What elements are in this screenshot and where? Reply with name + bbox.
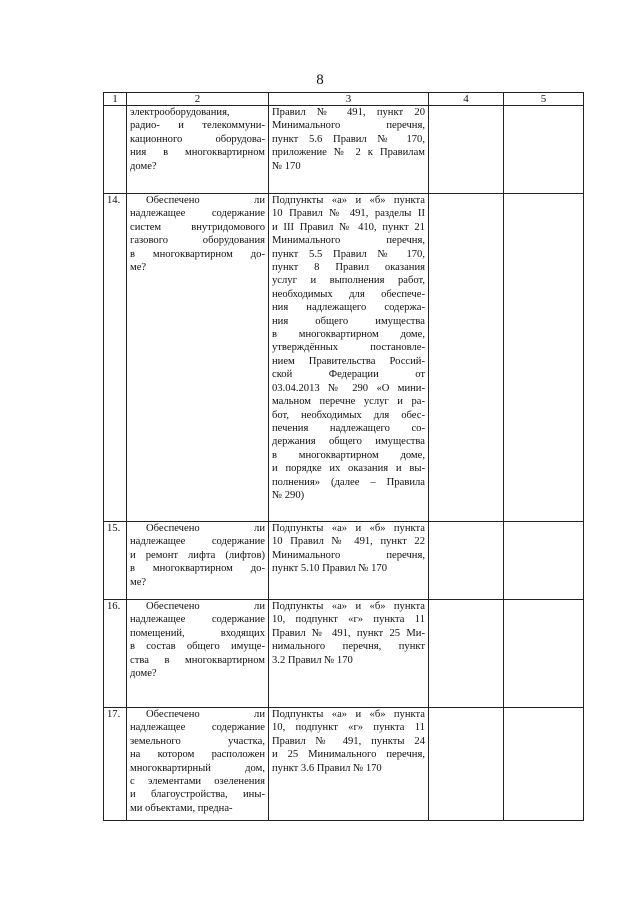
- legal-reference-cell-line: ской Федерации от: [272, 369, 425, 381]
- legal-reference-cell-line: услуг и выполнения работ,: [272, 275, 425, 287]
- legal-reference-cell-line: и порядке их оказания и вы-: [272, 463, 425, 475]
- table-row: [104, 600, 584, 708]
- note-cell: [504, 106, 584, 194]
- legal-reference-cell-line: держания общего имущества: [272, 436, 425, 448]
- legal-reference-cell-line: бот, необходимых для обес-: [272, 409, 425, 421]
- row-number: [104, 106, 127, 194]
- legal-reference-cell-line: печения надлежащего со-: [272, 422, 425, 434]
- question-cell-line: Обеспечено ли: [146, 195, 265, 206]
- legal-reference-cell-line: Минимального перечня,: [272, 120, 425, 132]
- question-cell-line: в многоквартирном до-: [130, 563, 265, 575]
- legal-reference-cell-line: пункт 8 Правил оказания: [272, 262, 425, 274]
- note-cell: [504, 522, 584, 600]
- legal-reference-cell-line: утверждённых постановле-: [272, 342, 425, 354]
- legal-reference-cell-line: № 290): [272, 489, 305, 501]
- question-cell-line: систем внутридомового: [130, 221, 265, 233]
- question-cell: [127, 600, 269, 708]
- question-cell-line: Обеспечено ли: [146, 601, 265, 612]
- legal-reference-cell-line: ния общего имущества: [272, 315, 425, 327]
- legal-reference-cell: [269, 708, 429, 821]
- note-cell: [504, 600, 584, 708]
- legal-reference-cell: [269, 600, 429, 708]
- question-cell-line: ния в многоквартирном: [130, 147, 265, 159]
- question-cell: [127, 708, 269, 821]
- question-cell-line: надлежащее содержание: [130, 536, 265, 548]
- row-number: 17.: [104, 708, 127, 821]
- row-number: 14.: [104, 194, 127, 522]
- legal-reference-cell-line: Подпункты «а» и «б» пункта: [272, 195, 425, 206]
- legal-reference-cell-line: необходимых для обеспече-: [272, 288, 425, 300]
- question-cell-line: газового оборудования: [130, 235, 265, 247]
- question-cell-line: кационного оборудова-: [130, 133, 265, 145]
- row-number: 15.: [104, 522, 127, 600]
- question-cell-line: земельного участка,: [130, 735, 265, 747]
- question-cell-line: Обеспечено ли: [146, 709, 265, 720]
- question-cell-line: ме?: [130, 262, 147, 274]
- question-cell-line: надлежащее содержание: [130, 722, 265, 734]
- legal-reference-cell-line: Подпункты «а» и «б» пункта: [272, 601, 425, 612]
- question-cell-line: многоквартирный дом,: [130, 762, 265, 774]
- legal-reference-cell-line: 10, подпункт «г» пункта 11: [272, 614, 425, 626]
- question-cell-line: ме?: [130, 576, 147, 588]
- table-header-row: [104, 93, 584, 106]
- legal-reference-cell-line: полнения» (далее – Правила: [272, 476, 425, 488]
- legal-reference-cell-line: нимального перечня, пункт: [272, 641, 425, 653]
- question-cell-line: ства в многоквартирном: [130, 654, 265, 666]
- legal-reference-cell-line: и III Правил № 410, пункт 21: [272, 221, 425, 233]
- question-cell-line: в состав общего имуще-: [130, 641, 265, 653]
- note-cell: [504, 194, 584, 522]
- legal-reference-cell: [269, 194, 429, 522]
- answer-cell: [429, 106, 504, 194]
- legal-reference-cell-line: в многоквартирном доме,: [272, 329, 425, 341]
- legal-reference-cell-line: приложение № 2 к Правилам: [272, 147, 425, 159]
- question-cell-line: надлежащее содержание: [130, 614, 265, 626]
- table-row: [104, 522, 584, 600]
- table-row: [104, 708, 584, 821]
- table-row: [104, 106, 584, 194]
- legal-reference-cell-line: Подпункты «а» и «б» пункта: [272, 709, 425, 720]
- question-cell-line: радио- и телекоммуни-: [130, 120, 265, 132]
- question-cell-line: электрооборудования,: [130, 107, 230, 118]
- question-cell-line: Обеспечено ли: [146, 523, 265, 534]
- legal-reference-cell-line: Правил № 491, пункт 25 Ми-: [272, 627, 425, 639]
- question-cell: [127, 522, 269, 600]
- legal-reference-cell-line: пункт 3.6 Правил № 170: [272, 762, 382, 774]
- question-cell-line: ми объектами, предна-: [130, 802, 233, 814]
- legal-reference-cell-line: 3.2 Правил № 170: [272, 654, 353, 666]
- question-cell-line: и ремонт лифта (лифтов): [130, 549, 265, 561]
- legal-reference-cell-line: мальном перечне услуг и ра-: [272, 396, 425, 408]
- answer-cell: [429, 600, 504, 708]
- answer-cell: [429, 708, 504, 821]
- column-header: 1: [104, 93, 127, 106]
- legal-reference-cell-line: 03.04.2013 № 290 «О мини-: [272, 382, 425, 394]
- question-cell-line: надлежащее содержание: [130, 208, 265, 220]
- column-header: 3: [269, 93, 429, 106]
- legal-reference-cell-line: пункт 5.10 Правил № 170: [272, 563, 388, 575]
- legal-reference-cell-line: Подпункты «а» и «б» пункта: [272, 523, 425, 534]
- question-cell-line: доме?: [130, 668, 157, 680]
- legal-reference-cell-line: Правил № 491, пункты 24: [272, 735, 425, 747]
- question-cell: [127, 194, 269, 522]
- column-header: 5: [504, 93, 584, 106]
- question-cell-line: с элементами озеленения: [130, 776, 265, 788]
- answer-cell: [429, 194, 504, 522]
- answer-cell: [429, 522, 504, 600]
- legal-reference-cell-line: нием Правительства Россий-: [272, 355, 425, 367]
- legal-reference-cell-line: 10, подпункт «г» пункта 11: [272, 722, 425, 734]
- legal-reference-cell-line: в многоквартирном доме,: [272, 449, 425, 461]
- legal-reference-cell-line: № 170: [272, 160, 301, 172]
- table-row: [104, 194, 584, 522]
- legal-reference-cell-line: 10 Правил № 491, пункт 22: [272, 536, 425, 548]
- column-header: 4: [429, 93, 504, 106]
- legal-reference-cell-line: Минимального перечня,: [272, 235, 425, 247]
- legal-reference-cell: [269, 522, 429, 600]
- legal-reference-cell-line: пункт 5.6 Правил № 170,: [272, 133, 425, 145]
- checklist-table: [103, 92, 584, 821]
- legal-reference-cell: [269, 106, 429, 194]
- legal-reference-cell-line: Минимального перечня,: [272, 549, 425, 561]
- legal-reference-cell-line: ния надлежащего содержа-: [272, 302, 425, 314]
- column-header: 2: [127, 93, 269, 106]
- legal-reference-cell-line: пункт 5.5 Правил № 170,: [272, 248, 425, 260]
- note-cell: [504, 708, 584, 821]
- question-cell-line: в многоквартирном до-: [130, 248, 265, 260]
- page-number: 8: [316, 72, 324, 88]
- question-cell-line: на котором расположен: [130, 749, 265, 761]
- question-cell-line: и благоустройства, ины-: [130, 789, 265, 801]
- question-cell: [127, 106, 269, 194]
- question-cell-line: помещений, входящих: [130, 627, 265, 639]
- legal-reference-cell-line: и 25 Минимального перечня,: [272, 749, 425, 761]
- row-number: 16.: [104, 600, 127, 708]
- legal-reference-cell-line: Правил № 491, пункт 20: [272, 107, 425, 118]
- legal-reference-cell-line: 10 Правил № 491, разделы II: [272, 208, 425, 220]
- question-cell-line: доме?: [130, 160, 157, 172]
